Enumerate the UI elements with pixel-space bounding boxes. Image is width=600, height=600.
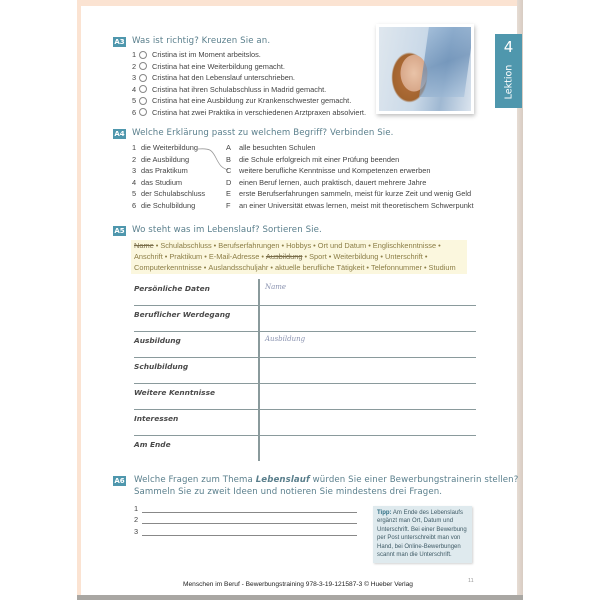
answer-input[interactable] <box>142 528 357 536</box>
a6-title: Welche Fragen zum Thema Lebenslauf würden Sie einer Bewerbungstrainerin stellen? <box>134 475 519 485</box>
page-shadow-bottom <box>77 595 523 600</box>
radio-icon[interactable] <box>139 108 147 116</box>
table-row[interactable]: Schulbildung <box>134 358 476 384</box>
radio-icon[interactable] <box>139 62 147 70</box>
tip-text: Am Ende des Lebenslaufs ergänzt man Ort, Datum und Unterschrift. Bei einer Bewerbung per Post unterschreibt man von Hand, bei Online-Bewerbungen scannt man die Unterschrift. <box>377 510 467 559</box>
a6-subtitle: Sammeln Sie zu zweit Ideen und notieren Sie mindestens drei Fragen. <box>134 487 443 497</box>
a4-term[interactable]: 5 der Schulabschluss <box>132 189 206 199</box>
xray-film <box>419 27 471 97</box>
radio-icon[interactable] <box>139 74 147 82</box>
table-row[interactable]: Persönliche Daten Name <box>134 280 476 306</box>
a4-term[interactable]: 1 die Weiterbildung <box>132 143 198 152</box>
exercise-badge-a4: A4 <box>114 130 125 138</box>
lesson-label: Lektion <box>503 64 514 100</box>
word-box-line-3: Computerkenntnisse • Auslandsschuljahr • aktuelle berufliche Tätigkeit • Telefonnummer • Studium <box>134 263 456 272</box>
answer-line[interactable]: 2 <box>134 513 357 525</box>
table-row[interactable]: Am Ende <box>134 440 171 449</box>
word-box-line-1: Name • Schulabschluss • Berufserfahrungen • Hobbys • Ort und Datum • Englischkenntnisse • <box>134 241 441 250</box>
exercise-badge-a3: A3 <box>114 38 125 46</box>
a4-term[interactable]: 2 die Ausbildung <box>132 154 190 164</box>
tip-box <box>373 506 472 563</box>
radio-icon[interactable] <box>139 85 147 93</box>
cv-table <box>134 280 476 462</box>
lesson-number: 4 <box>503 38 514 56</box>
a4-title: Welche Erklärung passt zu welchem Begriff? Verbinden Sie. <box>132 128 394 138</box>
a4-term[interactable]: 6 die Schulbildung <box>132 200 196 210</box>
table-row[interactable]: Weitere Kenntnisse <box>134 384 476 410</box>
a4-definition[interactable]: E erste Berufserfahrungen sammeln, meist für kurze Zeit und wenig Geld <box>226 189 472 199</box>
a4-terms <box>132 143 205 213</box>
table-row[interactable]: Ausbildung Ausbildung <box>134 332 476 358</box>
radio-icon[interactable] <box>139 51 147 59</box>
a4-term[interactable]: 4 das Studium <box>132 177 183 187</box>
exercise-badge-a5: A5 <box>114 227 125 235</box>
a3-option[interactable]: 3 Cristina hat den Lebenslauf unterschrieben. <box>132 73 295 83</box>
a3-option[interactable]: 1 Cristina ist im Moment arbeitslos. <box>132 50 261 60</box>
table-row[interactable]: Beruflicher Werdegang <box>134 306 476 332</box>
a4-definition[interactable]: A alle besuchten Schulen <box>226 143 316 152</box>
a3-option[interactable]: 5 Cristina hat eine Ausbildung zur Krankenschwester gemacht. <box>132 96 352 106</box>
handwritten-entry[interactable]: Name <box>265 283 287 291</box>
a4-term[interactable]: 3 das Praktikum <box>132 166 188 176</box>
answer-input[interactable] <box>142 516 357 524</box>
footer-citation: Menschen im Beruf - Bewerbungstraining 978-3-19-121587-3 © Hueber Verlag <box>183 581 413 588</box>
a5-title: Wo steht was im Lebenslauf? Sortieren Sie. <box>132 225 322 235</box>
a4-definitions <box>226 143 474 213</box>
exercise-badge-a6: A6 <box>114 477 125 485</box>
photo-image <box>379 27 471 111</box>
lesson-tab <box>495 34 522 108</box>
word-box-line-2: Anschrift • Praktikum • E-Mail-Adresse • Ausbildung • Sport • Weiterbildung • Unterschrift • <box>134 252 428 261</box>
handwritten-entry[interactable]: Ausbildung <box>265 335 306 343</box>
a3-title: Was ist richtig? Kreuzen Sie an. <box>132 36 271 46</box>
table-row[interactable]: Interessen <box>134 410 476 436</box>
a4-definition[interactable]: C weitere berufliche Kenntnisse und Kompetenzen erwerben <box>226 166 431 176</box>
a4-definition[interactable]: F an einer Universität etwas lernen, meist mit theoretischem Schwerpunkt <box>226 200 474 210</box>
page-number: 11 <box>468 578 474 584</box>
a4-definition[interactable]: B die Schule erfolgreich mit einer Prüfung beenden <box>226 154 400 164</box>
a6-answer-lines <box>134 501 357 536</box>
radio-icon[interactable] <box>139 97 147 105</box>
answer-line[interactable]: 3 <box>134 524 357 536</box>
a3-options <box>132 49 366 118</box>
xray-photo <box>376 24 474 114</box>
a3-option[interactable]: 4 Cristina hat ihren Schulabschluss in Madrid gemacht. <box>132 84 327 94</box>
answer-line[interactable]: 1 <box>134 501 357 513</box>
connection-line <box>196 144 230 174</box>
answer-input[interactable] <box>142 505 357 513</box>
tip-label: Tipp: <box>377 510 392 516</box>
a3-option[interactable]: 2 Cristina hat eine Weiterbildung gemacht. <box>132 61 285 71</box>
a4-definition[interactable]: D einen Beruf lernen, auch praktisch, dauert mehrere Jahre <box>226 177 427 187</box>
a3-option[interactable]: 6 Cristina hat zwei Praktika in verschiedenen Arztpraxen absolviert. <box>132 107 367 117</box>
